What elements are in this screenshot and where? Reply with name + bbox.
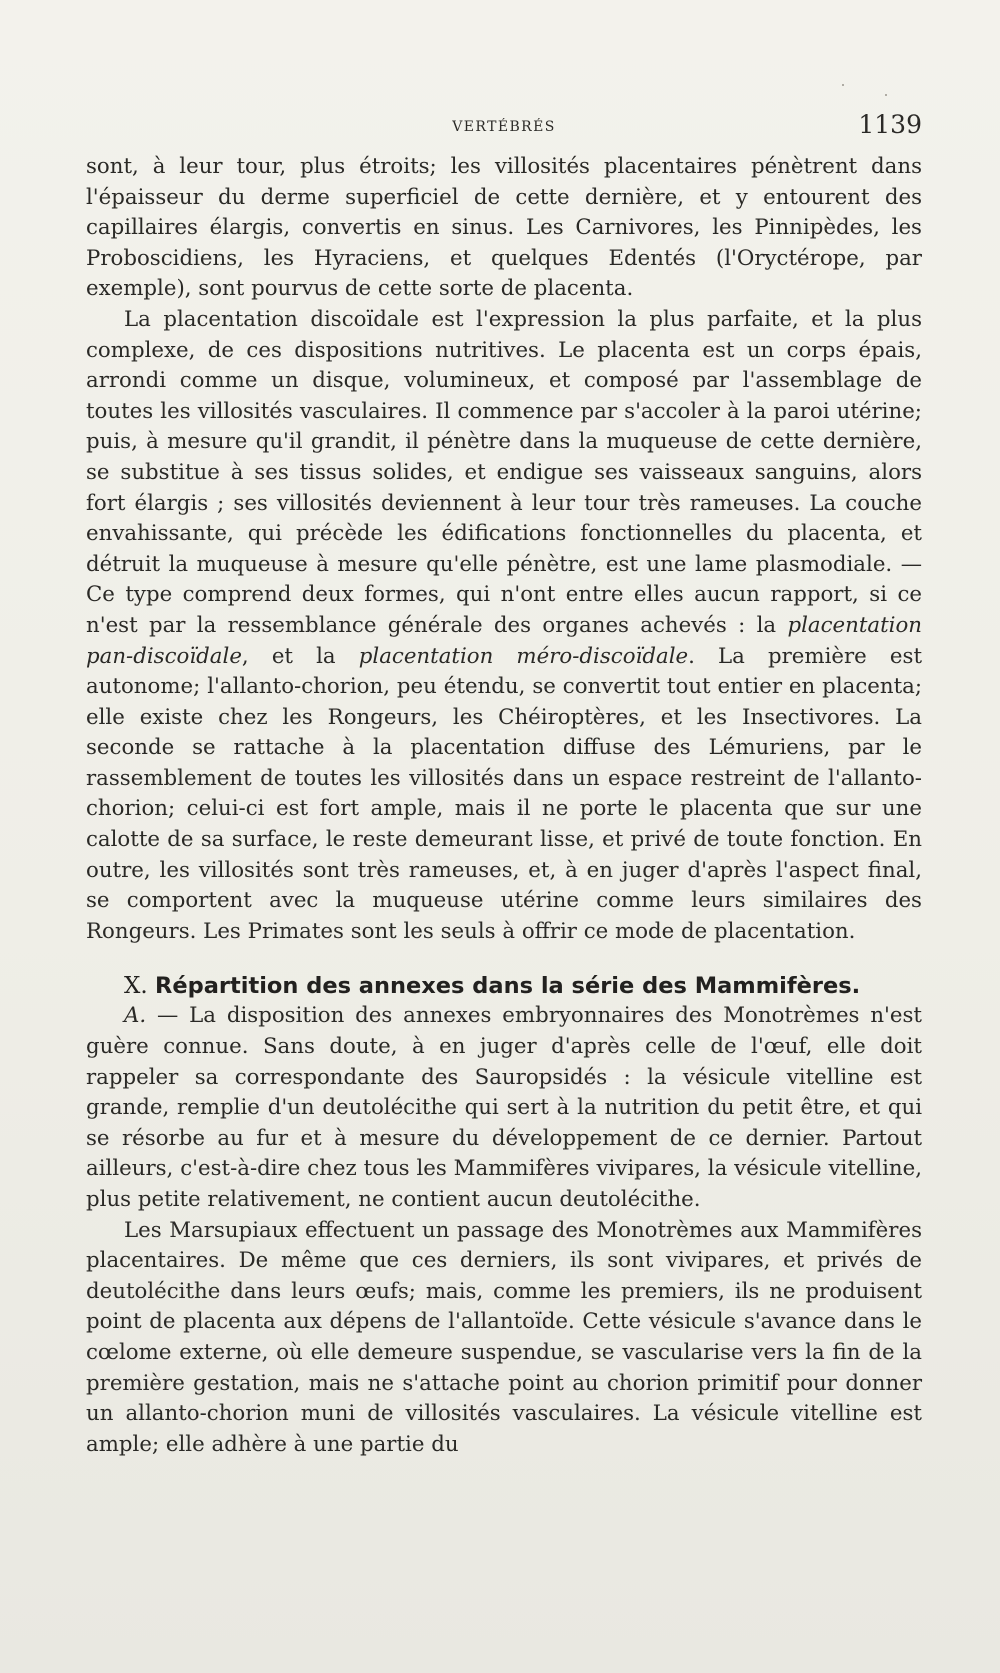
- paragraph-3-text: — La disposition des annexes embryonnaires des Monotrèmes n'est guère connue. Sans doute, à en juger d'après celle de l'œuf, elle doit rappeler sa correspondante des Sauropsidés : la vésicule vitelline est grande, remplie d'un deutolécithe qui sert à la nutrition du petit être, et qui se résorbe au fur et à mesure du développement de ce dernier. Partout ailleurs, c'est-à-dire chez tous les Mammifères vivipares, la vésicule vitelline, plus petite relativement, ne contient aucun deutolécithe.: [86, 1003, 922, 1212]
- body-text: [86, 152, 922, 1460]
- term-mero-discoidale: placentation méro-discoïdale: [358, 643, 689, 669]
- term-pan-discoidale: placentation pan-discoïdale: [86, 612, 922, 669]
- paper-speck: [842, 84, 844, 86]
- section-title: Répartition des annexes dans la série des Mammifères.: [155, 973, 861, 1000]
- section-heading: [86, 971, 922, 1001]
- paragraph-2-text-mid: , et la: [241, 643, 359, 669]
- paragraph-3: [86, 1001, 922, 1215]
- subsection-label: A.: [124, 1003, 147, 1029]
- paragraph-2: [86, 305, 922, 947]
- paragraph-1: sont, à leur tour, plus étroits; les villosités placentaires pénètrent dans l'épaisseur du derme superficiel de cette dernière, et y entourent des capillaires élargis, convertis en sinus. Les Carnivores, les Pinnipèdes, les Proboscidiens, les Hyraciens, et quelques Edentés (l'Oryctérope, par exemple), sont pourvus de cette sorte de placenta.: [86, 154, 922, 302]
- section-number: X.: [124, 973, 148, 1000]
- page-number: 1139: [858, 110, 922, 139]
- running-head: VERTÉBRÉS: [452, 119, 556, 135]
- paragraph-4: Les Marsupiaux effectuent un passage des Monotrèmes aux Mammifères placentaires. De même que ces derniers, ils sont vivipares, et privés de deutolécithe dans leurs œufs; mais, comme les premiers, ils ne produisent point de placenta aux dépens de l'allantoïde. Cette vésicule s'avance dans le cœlome externe, où elle demeure suspendue, se vascularise vers la fin de la première gestation, mais ne s'attache point au chorion primitif pour donner un allanto-chorion muni de villosités vasculaires. La vésicule vitelline est ample; elle adhère à une partie du: [86, 1217, 922, 1457]
- paper-speck: [885, 94, 887, 96]
- page-header: [86, 110, 922, 144]
- paragraph-2-text-start: La placentation discoïdale est l'expression la plus parfaite, et la plus complexe, de ces dispositions nutritives. Le placenta est un corps épais, arrondi comme un disque, volumineux, et composé par l'assemblage de toutes les villosités vasculaires. Il commence par s'accoler à la paroi utérine; puis, à mesure qu'il grandit, il pénètre dans la muqueuse de cette dernière, se substitue à ses tissus solides, et endigue ses vaisseaux sanguins, alors fort élargis ; ses villosités deviennent à leur tour très rameuses. La couche envahissante, qui précède les édifications fonctionnelles du placenta, et détruit la muqueuse à mesure qu'elle pénètre, est une lame plasmodiale. — Ce type comprend deux formes, qui n'ont entre elles aucun rapport, si ce n'est par la ressemblance générale des organes achevés : la: [86, 306, 922, 638]
- paragraph-2-text-end: . La première est autonome; l'allanto-chorion, peu étendu, se convertit tout entier en placenta; elle existe chez les Rongeurs, les Chéiroptères, et les Insectivores. La seconde se rattache à la placentation diffuse des Lémuriens, par le rassemblement de toutes les villosités dans un espace restreint de l'allanto-chorion; celui-ci est fort ample, mais il ne porte le placenta que sur une calotte de sa surface, le reste demeurant lisse, et privé de toute fonction. En outre, les villosités sont très rameuses, et, à en juger d'après l'aspect final, se comportent avec la muqueuse utérine comme leurs similaires des Rongeurs. Les Primates sont les seuls à offrir ce mode de placentation.: [86, 643, 922, 944]
